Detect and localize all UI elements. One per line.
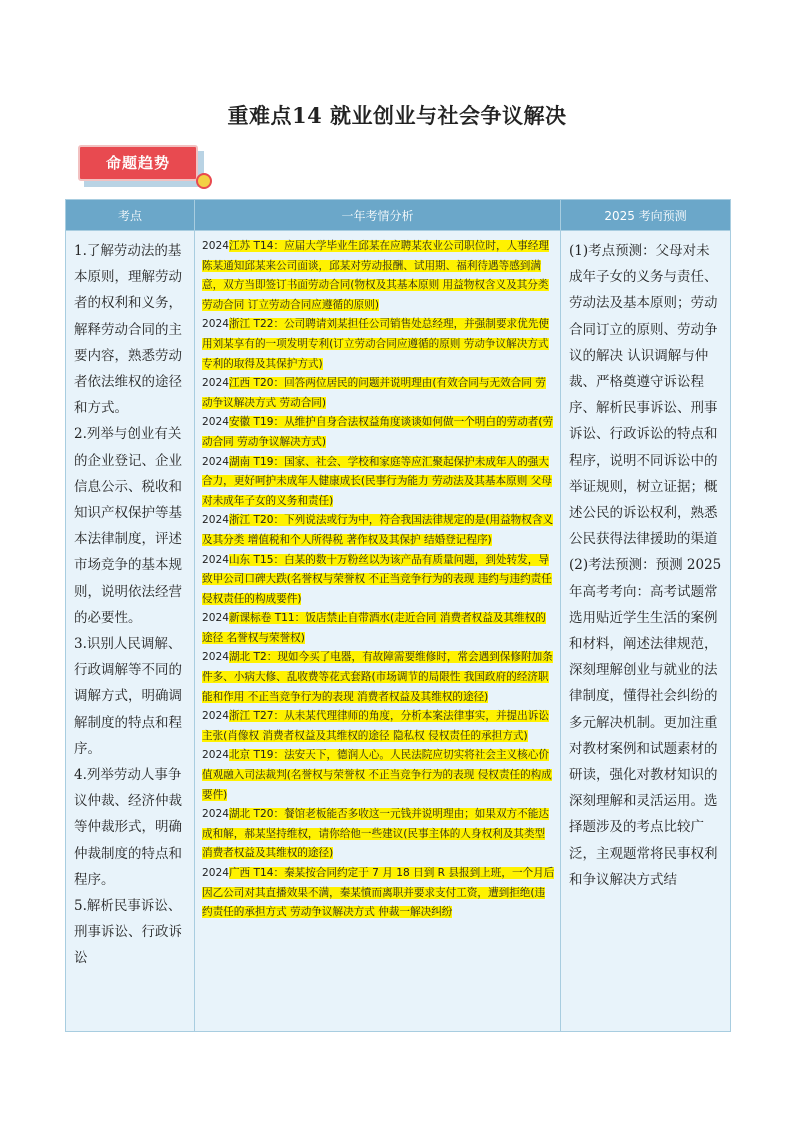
page-title: 重难点14 就业创业与社会争议解决 (227, 103, 567, 128)
forecast-item: (2)考法预测：预测 2025 年高考考向：高考试题常选用贴近学生生活的案例和材料，阐述法律规范，深刻理解创业与就业的法律制度，懂得社会纠纷的多元解决机制。更加注重对教材案例和试题素材的研读，强化对教材知识的深刻理解和灵活运用。选择题涉及的考点比较广泛，主观题常将民事权利和争议解决方式结 (569, 557, 722, 888)
entry-year: 2024 (202, 867, 229, 879)
entry-text: 湖南 T19：国家、社会、学校和家庭等应汇聚起保护未成年人的强大合力，更好呵护未成年人健康成长(民事行为能力 劳动法及其基本原则 父母对未成年子女的义务和责任) (202, 455, 552, 507)
entry-text: 湖北 T2：现如今买了电器，有故障需要维修时，常会遇到保修附加条件多、小病大修、乱收费等花式套路(市场调节的局限性 我国政府的经济职能和作用 不正当竞争行为的表现 消费者权益及其维权的途径) (202, 651, 553, 703)
entry-year: 2024 (202, 455, 229, 468)
table-header-row (66, 200, 731, 231)
exam-entry (202, 551, 555, 610)
forecast-item: (1)考点预测：父母对未成年子女的义务与责任、劳动法及基本原则；劳动合同订立的原则、劳动争议的解决 认识调解与仲裁、严格奠遵守诉讼程序、解析民事诉讼、刑事诉讼、行政诉讼的特点和程序，说明不同诉讼中的举证规则，树立证据；概述公民的诉讼权利，熟悉公民获得法律援助的渠道 (569, 243, 718, 548)
point-item: 1.了解劳动法的基本原则，理解劳动者的权利和义务，解释劳动合同的主要内容，熟悉劳动者依法维权的途径和方式。 (74, 243, 182, 417)
exam-entry (202, 453, 555, 512)
entry-text: 浙江 T22：公司聘请刘某担任公司销售处总经理，并强制要求优先使用刘某享有的一项发明专利(订立劳动合同应遵循的原则 劳动争议解决方式 专利的取得及其保护方式) (202, 318, 549, 370)
entry-text: 湖北 T20：餐馆老板能否多收这一元钱并说明理由；如果双方不能达成和解，郝某坚持维权，请你给他一些建议(民事主体的人身权利及其类型 消费者权益及其维权的途径) (202, 808, 549, 860)
table-row (66, 231, 731, 1032)
entry-year: 2024 (202, 318, 229, 331)
exam-entry (202, 374, 555, 413)
exam-entry (202, 805, 555, 864)
section-badge (78, 145, 206, 189)
badge-dot (196, 173, 212, 189)
entry-year: 2024 (202, 612, 229, 625)
forecast-cell (561, 231, 731, 1032)
point-item: 2.列举与创业有关的企业登记、企业信息公示、税收和知识产权保护等基本法律制度，评述市场竞争的基本规则，说明依法经营的必要性。 (74, 426, 182, 626)
entry-year: 2024 (202, 377, 229, 390)
entry-year: 2024 (202, 710, 229, 723)
point-item: 4.列举劳动人事争议仲裁、经济仲裁等仲裁形式，明确仲裁制度的特点和程序。 (74, 767, 182, 888)
header-analysis: 一年考情分析 (195, 200, 561, 231)
header-forecast: 2025 考向预测 (561, 200, 731, 231)
badge-label: 命题趋势 (78, 145, 198, 181)
exam-entry (202, 864, 555, 923)
entry-year: 2024 (202, 240, 229, 252)
entry-year: 2024 (202, 416, 229, 429)
entry-year: 2024 (202, 553, 229, 566)
entry-text: 江西 T20：回答两位居民的问题并说明理由(有效合同与无效合同 劳动争议解决方式 劳动合同) (202, 377, 546, 409)
exam-entry (202, 511, 555, 550)
analysis-table (65, 199, 731, 1032)
entry-text: 浙江 T27：从未某代理律师的角度，分析本案法律事实，并提出诉讼主张(肖像权 消费者权益及其维权的途径 隐私权 侵权责任的承担方式) (202, 710, 549, 742)
entry-text: 山东 T15：白某的数十万粉丝以为该产品有质量问题，到处转发，导致甲公司口碑大跌(名誉权与荣誉权 不正当竞争行为的表现 违约与违约责任 侵权责任的构成要件) (202, 553, 552, 605)
entry-year: 2024 (202, 651, 229, 664)
exam-entry (202, 707, 555, 746)
entry-text: 江苏 T14：应届大学毕业生邱某在应聘某农业公司职位时，人事经理陈某通知邱某来公司面谈，邱某对劳动报酬、试用期、福利待遇等感到满意，双方当即签订书面劳动合同(物权及其基本原则 用益物权含义及其分类 劳动合同 订立劳动合同应遵循的原则) (202, 240, 549, 311)
exam-entry (202, 413, 555, 452)
entry-text: 广西 T14：秦某按合同约定于 7 月 18 日到 R 县报到上班，一个月后因乙公司对其直播效果不满，秦某憤而离职并要求支付工资，遭到拒绝(违约责任的承担方式 劳动争议解决方式 仲裁一解决纠纷 (202, 867, 555, 919)
exam-entry (202, 609, 555, 648)
analysis-cell (195, 231, 561, 1032)
exam-entry (202, 648, 555, 707)
exam-entry (202, 237, 555, 315)
entry-year: 2024 (202, 749, 229, 762)
points-cell (66, 231, 195, 1032)
entry-text: 新课标卷 T11：饭店禁止自带酒水(走近合同 消费者权益及其维权的途径 名誉权与荣誉权) (202, 612, 546, 644)
point-item: 3.识别人民调解、行政调解等不同的调解方式，明确调解制度的特点和程序。 (74, 636, 182, 757)
entry-text: 北京 T19：法安天下，德润人心。人民法院应切实将社会主义核心价值观融入司法裁判(名誉权与荣誉权 不正当竞争行为的表现 侵权责任的构成要件) (202, 749, 552, 801)
entry-text: 安徽 T19：从维护自身合法权益角度谈谈如何做一个明白的劳动者(劳动合同 劳动争议解决方式) (202, 416, 554, 448)
exam-entry (202, 746, 555, 805)
entry-year: 2024 (202, 808, 229, 821)
header-points: 考点 (66, 200, 195, 231)
point-item: 5.解析民事诉讼、刑事诉讼、行政诉讼 (74, 898, 182, 967)
entry-year: 2024 (202, 514, 229, 527)
exam-entry (202, 315, 555, 374)
entry-text: 浙江 T20：下列说法或行为中，符合我国法律规定的是(用益物权含义及其分类 增值税和个人所得税 著作权及其保护 结婚登记程序) (202, 514, 554, 546)
